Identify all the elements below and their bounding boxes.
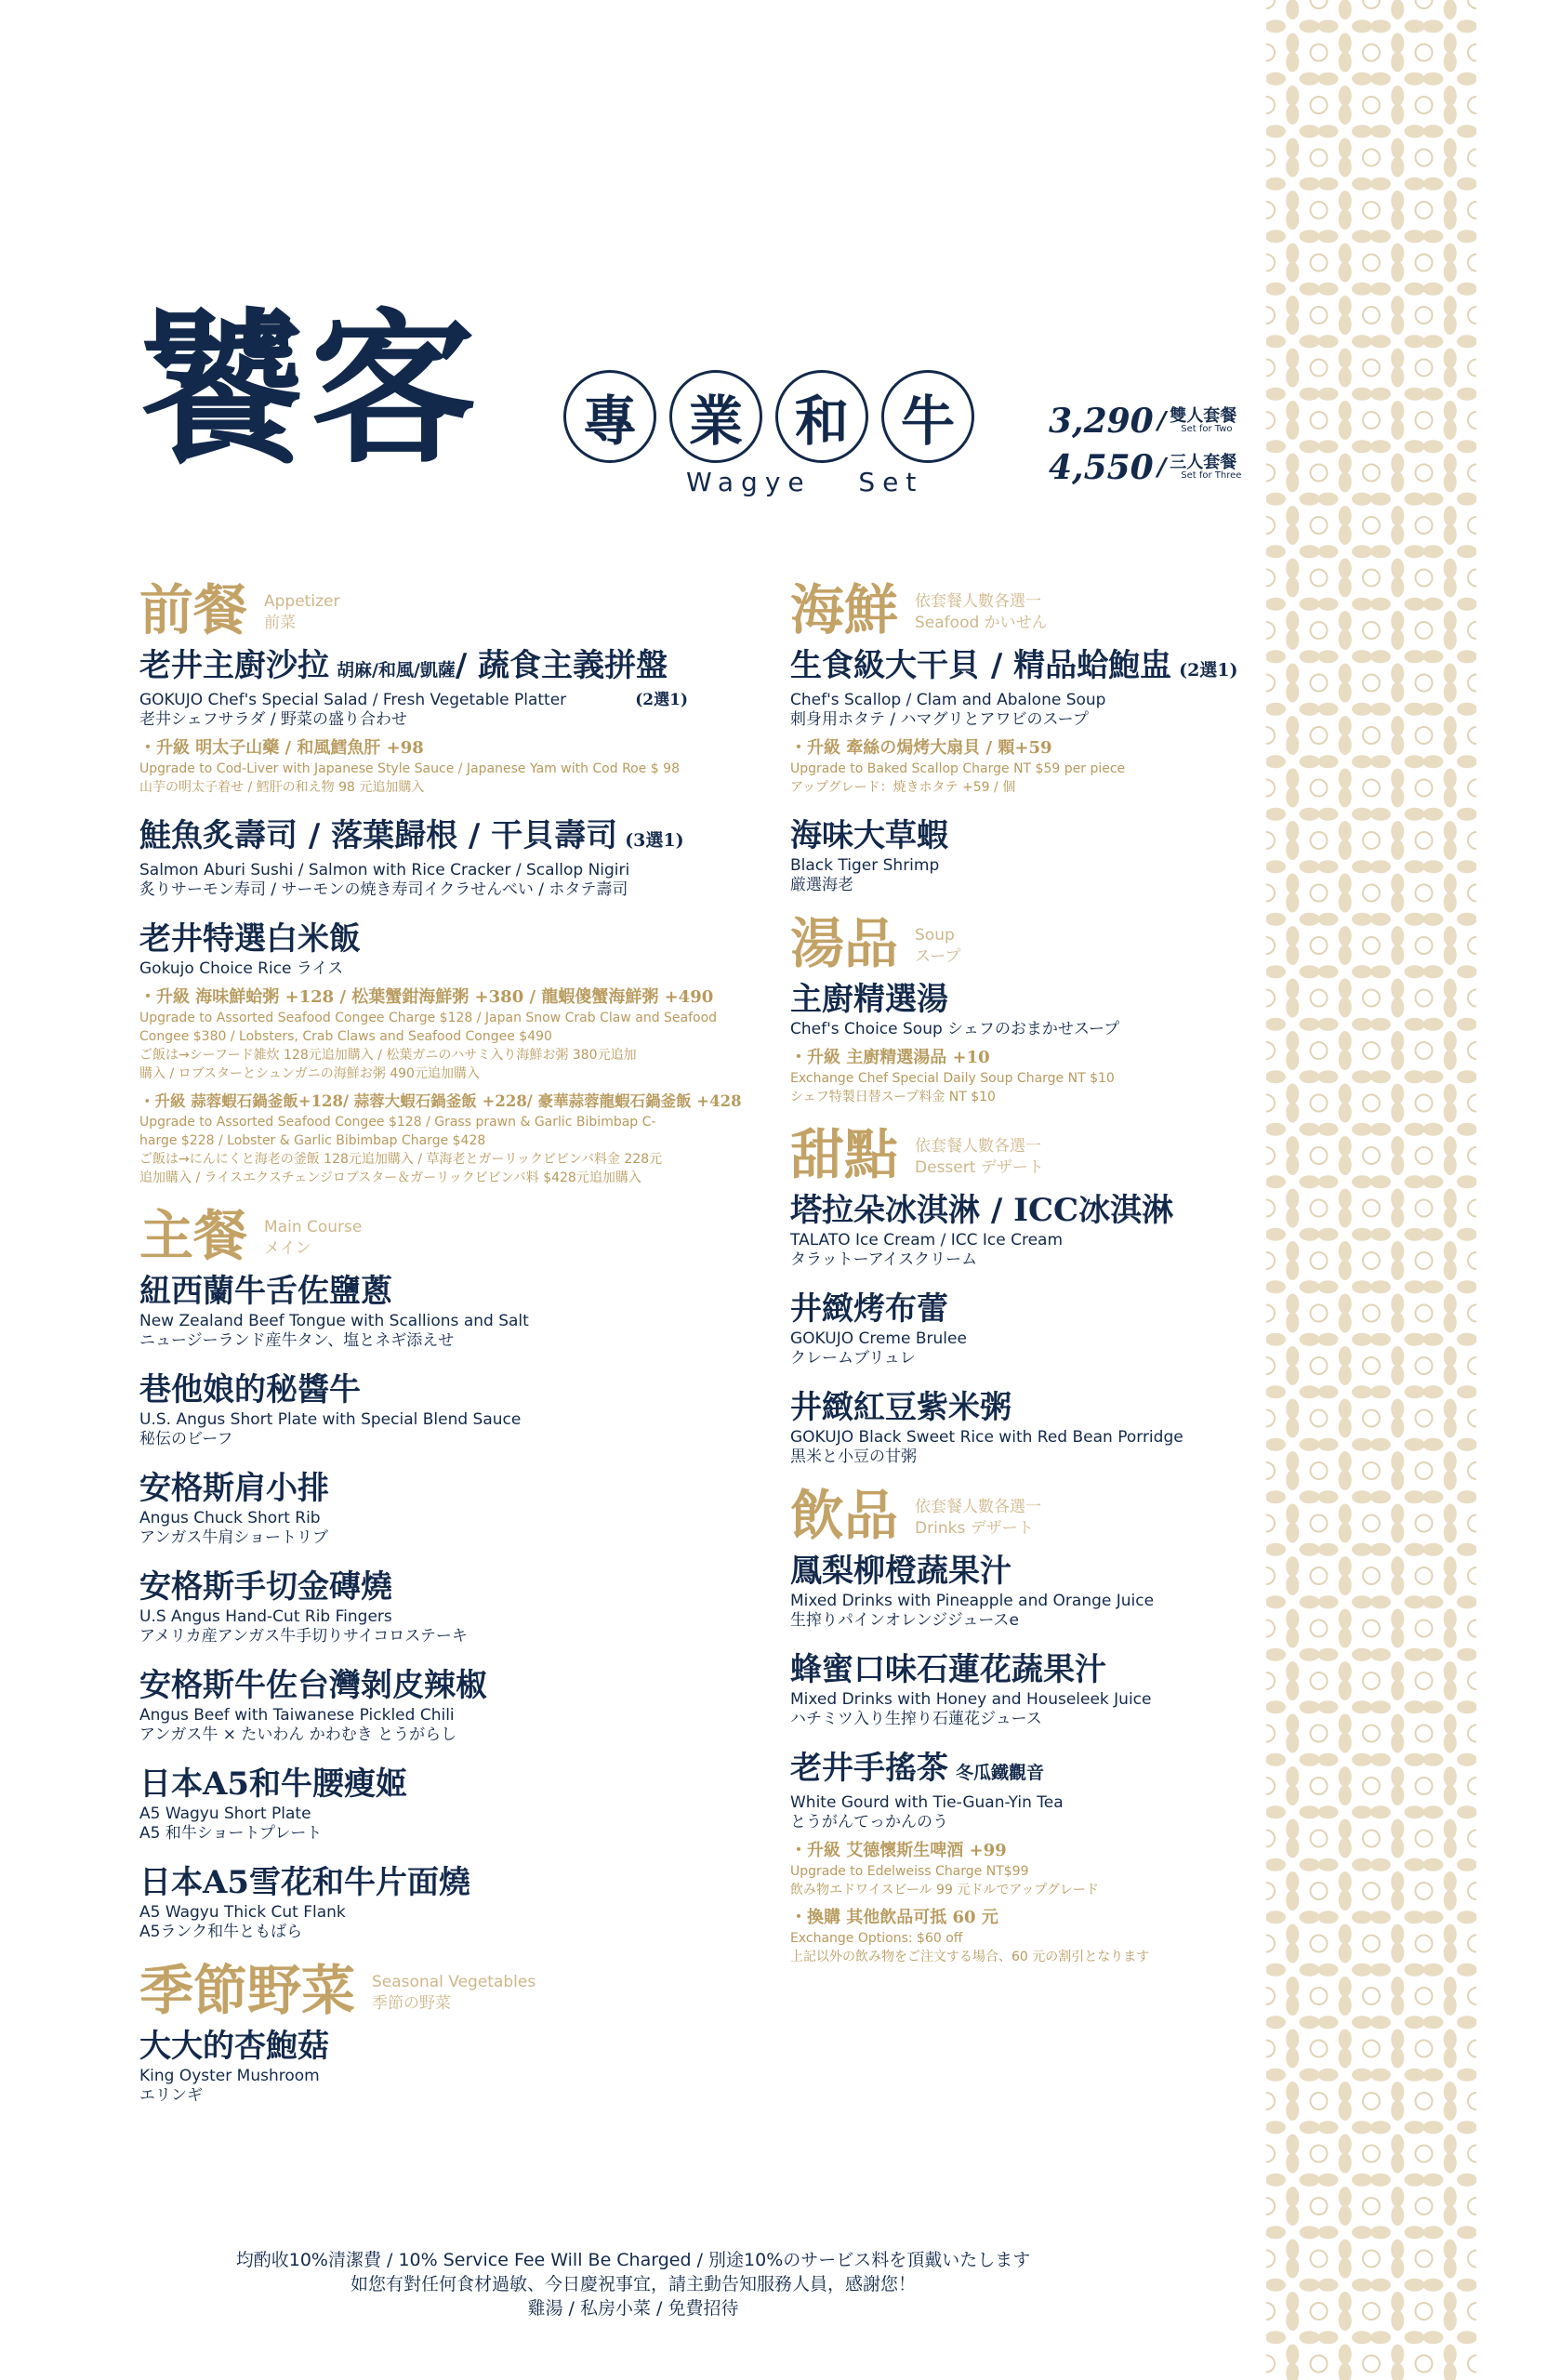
item-title: 鮭魚炙壽司 / 落葉歸根 / 干貝壽司: [139, 817, 618, 854]
item-title: 紐西蘭牛舌佐鹽蔥: [139, 1273, 392, 1310]
item-choice: (2選1): [1179, 660, 1238, 681]
menu-item: [790, 1289, 1255, 1368]
section-title: 飲品: [790, 1484, 899, 1547]
item-title: 安格斯牛佐台灣剝皮辣椒: [139, 1667, 487, 1704]
section-title: 前餐: [139, 578, 248, 641]
item-note: 胡麻/和風/凱薩: [337, 660, 456, 681]
decorative-pattern-strip: [1266, 0, 1476, 2380]
upgrade-line: ご飯は→にんにくと海老の釜飯 128元追加購入 / 草海老とガーリックビビンバ料金 228元: [139, 1152, 663, 1167]
item-en: Angus Chuck Short Rib: [139, 1509, 321, 1527]
item-en: U.S Angus Hand-Cut Rib Fingers: [139, 1607, 392, 1626]
title-circle-3: 和: [775, 370, 868, 463]
upgrade-head: ・升級 海味鮮蛤粥 +128 / 松葉蟹鉗海鮮粥 +380 / 龍蝦傻蟹海鮮粥 +490: [139, 987, 714, 1007]
item-title: 鳳梨柳橙蔬果汁: [790, 1553, 1012, 1590]
upgrade-note: [790, 1047, 1255, 1106]
section-jp: スープ: [915, 947, 961, 966]
upgrade-line: 追加購入 / ライスエクスチェンジロブスター＆ガーリックビビンバ料 $428元追加購入: [139, 1170, 641, 1185]
section-appetizer: [139, 580, 781, 640]
item-en: A5 Wagyu Short Plate: [139, 1805, 311, 1823]
item-jp: アメリカ産アンガス牛手切りサイコロステーキ: [139, 1627, 468, 1646]
item-jp: 厳選海老: [790, 876, 853, 894]
section-dessert: [790, 1125, 1255, 1184]
item-jp: 黒米と小豆の甘粥: [790, 1448, 917, 1466]
section-en: Appetizer: [264, 592, 340, 611]
section-en: 依套餐人數各選一: [915, 1137, 1042, 1156]
item-title: 老井特選白米飯: [139, 920, 361, 958]
item-en: Chef's Scallop / Clam and Abalone Soup: [790, 691, 1106, 709]
item-title: 海味大草蝦: [790, 817, 948, 854]
upgrade-head: ・換購 其他飲品可抵 60 元: [790, 1908, 998, 1927]
item-jp: アンガス牛肩ショートリブ: [139, 1528, 328, 1547]
item-en: New Zealand Beef Tongue with Scallions and Salt: [139, 1312, 529, 1330]
menu-item: [139, 1369, 781, 1449]
item-en: King Oyster Mushroom: [139, 2067, 320, 2085]
section-seasonal-veg: [139, 1961, 781, 2020]
item-note: 冬瓜鐵觀音: [956, 1763, 1045, 1783]
upgrade-line: Upgrade to Baked Scallop Charge NT $59 per piece: [790, 761, 1126, 776]
section-jp: 前菜: [264, 614, 297, 632]
item-title: 巷他娘的秘醬牛: [139, 1371, 361, 1408]
item-title: 老井手搖茶: [790, 1750, 948, 1787]
item-jp: アンガス牛 × たいわん かわむき とうがらし: [139, 1726, 457, 1744]
price-two-label: 雙人套餐: [1170, 406, 1237, 426]
menu-item: [139, 1764, 781, 1844]
item-title: 井緻紅豆紫米粥: [790, 1389, 1012, 1426]
item-jp: A5ランク和牛ともばら: [139, 1923, 303, 1941]
footer-line: 雞湯 / 私房小菜 / 免費招待: [527, 2298, 739, 2319]
upgrade-head: ・升級 主廚精選湯品 +10: [790, 1048, 990, 1067]
price-three-amount: 4,550: [1049, 448, 1154, 487]
price-three-label: 三人套餐: [1170, 453, 1237, 472]
menu-item: [139, 919, 781, 1187]
upgrade-line: Upgrade to Edelweiss Charge NT$99: [790, 1864, 1029, 1879]
price-two-en: Set for Two: [1181, 424, 1233, 434]
item-jp: 秘伝のビーフ: [139, 1430, 233, 1448]
item-title: 大大的杏鮑菇: [139, 2028, 329, 2065]
menu-item: [790, 815, 1255, 895]
item-jp: 炙りサーモン寿司 / サーモンの焼き寿司イクラせんべい / ホタテ壽司: [139, 880, 628, 899]
section-title: 主餐: [139, 1204, 248, 1267]
menu-item: [139, 1665, 781, 1745]
upgrade-head: ・升級 蒜蓉蝦石鍋釜飯+128/ 蒜蓉大蝦石鍋釜飯 +228/ 豪華蒜蓉龍蝦石鍋釜飯 +428: [139, 1092, 742, 1110]
section-seafood: [790, 580, 1255, 640]
page-title: 饕客: [139, 292, 482, 486]
section-title: 湯品: [790, 912, 899, 975]
item-title: 井緻烤布蕾: [790, 1290, 948, 1328]
section-title: 海鮮: [790, 578, 899, 641]
left-column: [139, 580, 781, 2124]
menu-item: [139, 1862, 781, 1942]
upgrade-note: [139, 986, 781, 1083]
title-circle-4: 牛: [881, 370, 974, 463]
upgrade-line: 購入 / ロブスターとシュンガニの海鮮お粥 490元追加購入: [139, 1066, 480, 1081]
section-soup: [790, 914, 1255, 973]
page-subtitle: Wagye Set: [686, 467, 924, 497]
item-title: 日本A5雪花和牛片面燒: [139, 1864, 471, 1901]
item-en: Mixed Drinks with Honey and Houseleek Juice: [790, 1690, 1152, 1709]
footer-line: 均酌收10%清潔費 / 10% Service Fee Will Be Charged / 別途10%のサービス料を頂戴いたします: [235, 2250, 1031, 2270]
upgrade-head: ・升級 牽絲の焗烤大扇貝 / 顆+59: [790, 738, 1052, 758]
item-title: 日本A5和牛腰瘦姬: [139, 1765, 408, 1803]
menu-item: [139, 645, 781, 797]
footer-notes: [0, 2248, 1266, 2320]
upgrade-note: [139, 737, 781, 797]
price-three-en: Set for Three: [1181, 470, 1242, 481]
item-jp: とうがんてっかんのう: [790, 1813, 948, 1831]
title-circles: [563, 370, 974, 463]
menu-item: [790, 1190, 1255, 1270]
menu-item: [139, 2026, 781, 2106]
section-main: [139, 1206, 781, 1265]
section-jp: 季節の野菜: [372, 1994, 452, 2013]
upgrade-note: [139, 1091, 781, 1187]
section-title: 甜點: [790, 1123, 899, 1186]
upgrade-note: [790, 1907, 1255, 1966]
upgrade-note: [790, 1840, 1255, 1899]
title-circle-1: 專: [563, 370, 656, 463]
title-circle-2: 業: [669, 370, 762, 463]
section-drinks: [790, 1486, 1255, 1545]
upgrade-line: Exchange Chef Special Daily Soup Charge NT $10: [790, 1071, 1115, 1086]
item-en: A5 Wagyu Thick Cut Flank: [139, 1903, 346, 1922]
upgrade-note: [790, 737, 1255, 797]
section-en: Main Course: [264, 1218, 363, 1236]
section-en: 依套餐人數各選一: [915, 1498, 1042, 1516]
item-title: 安格斯手切金磚燒: [139, 1568, 392, 1606]
item-jp: 老井シェフサラダ / 野菜の盛り合わせ: [139, 710, 408, 729]
menu-item: [790, 1748, 1255, 1966]
price-three: 4,550 / 三人套餐 Set for Three: [1049, 448, 1242, 487]
item-title: 蜂蜜口味石蓮花蔬果汁: [790, 1651, 1106, 1688]
section-en: Seasonal Vegetables: [372, 1973, 536, 1991]
upgrade-line: Congee $380 / Lobsters, Crab Claws and Seafood Congee $490: [139, 1029, 552, 1044]
item-en: Gokujo Choice Rice ライス: [139, 959, 344, 978]
item-title: 塔拉朵冰淇淋 / ICC冰淇淋: [790, 1192, 1174, 1229]
item-en: Mixed Drinks with Pineapple and Orange Juice: [790, 1592, 1155, 1610]
upgrade-line: Upgrade to Assorted Seafood Congee $128 / Grass prawn & Garlic Bibimbap C-: [139, 1115, 656, 1130]
section-jp: メイン: [264, 1239, 311, 1258]
upgrade-line: Exchange Options: $60 off: [790, 1931, 963, 1946]
item-jp: A5 和牛ショートプレート: [139, 1824, 323, 1843]
menu-item: [139, 1271, 781, 1351]
item-choice: (3選1): [625, 830, 684, 851]
section-en: Soup: [915, 926, 955, 945]
item-en: Angus Beef with Taiwanese Pickled Chili: [139, 1706, 455, 1725]
item-en: Black Tiger Shrimp: [790, 856, 940, 875]
menu-item: [790, 1649, 1255, 1729]
item-en: TALATO Ice Cream / ICC Ice Cream: [790, 1231, 1064, 1250]
item-jp: エリンギ: [139, 2086, 203, 2105]
menu-item: [790, 979, 1255, 1106]
item-en: White Gourd with Tie-Guan-Yin Tea: [790, 1793, 1064, 1812]
menu-item: [790, 645, 1255, 797]
upgrade-line: Upgrade to Assorted Seafood Congee Charge $128 / Japan Snow Crab Claw and Seafood: [139, 1011, 718, 1025]
menu-item: [139, 815, 781, 900]
section-jp: Drinks デザート: [915, 1519, 1034, 1538]
item-en: U.S. Angus Short Plate with Special Blend Sauce: [139, 1410, 522, 1429]
upgrade-line: シェフ特製日替スープ料金 NT $10: [790, 1090, 996, 1104]
item-en: GOKUJO Chef's Special Salad / Fresh Vegetable Platter: [139, 691, 567, 709]
upgrade-head: ・升級 艾德懷斯生啤酒 +99: [790, 1841, 1007, 1860]
menu-item: [790, 1387, 1255, 1467]
item-jp: ハチミツ入り生搾り石蓮花ジュース: [790, 1710, 1042, 1728]
upgrade-line: 飲み物エドワイスビール 99 元ドルでアップグレード: [790, 1883, 1099, 1897]
menu-item: [139, 1468, 781, 1548]
item-en: Chef's Choice Soup シェフのおまかせスープ: [790, 1020, 1120, 1038]
section-jp: Seafood かいせん: [915, 614, 1048, 632]
item-title: 老井主廚沙拉: [139, 647, 329, 684]
item-jp: 生搾りパインオレンジジュースe: [790, 1611, 1019, 1630]
right-column: [790, 580, 1255, 1985]
item-choice: (2選1): [635, 691, 688, 709]
menu-item: [139, 1567, 781, 1646]
section-title: 季節野菜: [139, 1959, 356, 2022]
item-title: 主廚精選湯: [790, 981, 948, 1018]
upgrade-line: harge $228 / Lobster & Garlic Bibimbap Charge $428: [139, 1133, 486, 1148]
item-title-2: / 蔬食主義拼盤: [455, 647, 668, 684]
item-jp: クレームブリュレ: [790, 1349, 916, 1368]
item-en: Salmon Aburi Sushi / Salmon with Rice Cracker / Scallop Nigiri: [139, 861, 630, 879]
upgrade-line: ご飯は→シーフード雑炊 128元追加購入 / 松葉ガニのハサミ入り海鮮お粥 380元追加: [139, 1048, 637, 1063]
price-two: 3,290 / 雙人套餐 Set for Two: [1049, 402, 1237, 441]
item-jp: 刺身用ホタテ / ハマグリとアワビのスープ: [790, 710, 1089, 729]
upgrade-line: アップグレード：焼きホタテ +59 / 個: [790, 780, 1016, 795]
footer-line: 如您有對任何食材過敏、今日慶祝事宜，請主動告知服務人員，感謝您！: [350, 2274, 916, 2294]
price-two-amount: 3,290: [1049, 402, 1154, 441]
upgrade-line: 上記以外の飲み物をご注文する場合、60 元の割引となります: [790, 1950, 1150, 1964]
item-title: 安格斯肩小排: [139, 1470, 329, 1507]
section-jp: Dessert デザート: [915, 1158, 1044, 1177]
item-title: 生食級大干貝 / 精品蛤鮑盅: [790, 647, 1172, 684]
item-jp: タラットーアイスクリーム: [790, 1250, 978, 1269]
menu-item: [790, 1551, 1255, 1631]
section-en: 依套餐人數各選一: [915, 592, 1042, 611]
item-en: GOKUJO Creme Brulee: [790, 1329, 967, 1348]
upgrade-head: ・升級 明太子山藥 / 和風鱈魚肝 +98: [139, 738, 424, 758]
item-en: GOKUJO Black Sweet Rice with Red Bean Porridge: [790, 1428, 1183, 1447]
upgrade-line: Upgrade to Cod-Liver with Japanese Style Sauce / Japanese Yam with Cod Roe $ 98: [139, 761, 680, 776]
upgrade-line: 山芋の明太子着せ / 鱈肝の和え物 98 元追加購入: [139, 780, 425, 795]
item-jp: ニュージーランド産牛タン、塩とネギ添えせ: [139, 1331, 455, 1350]
